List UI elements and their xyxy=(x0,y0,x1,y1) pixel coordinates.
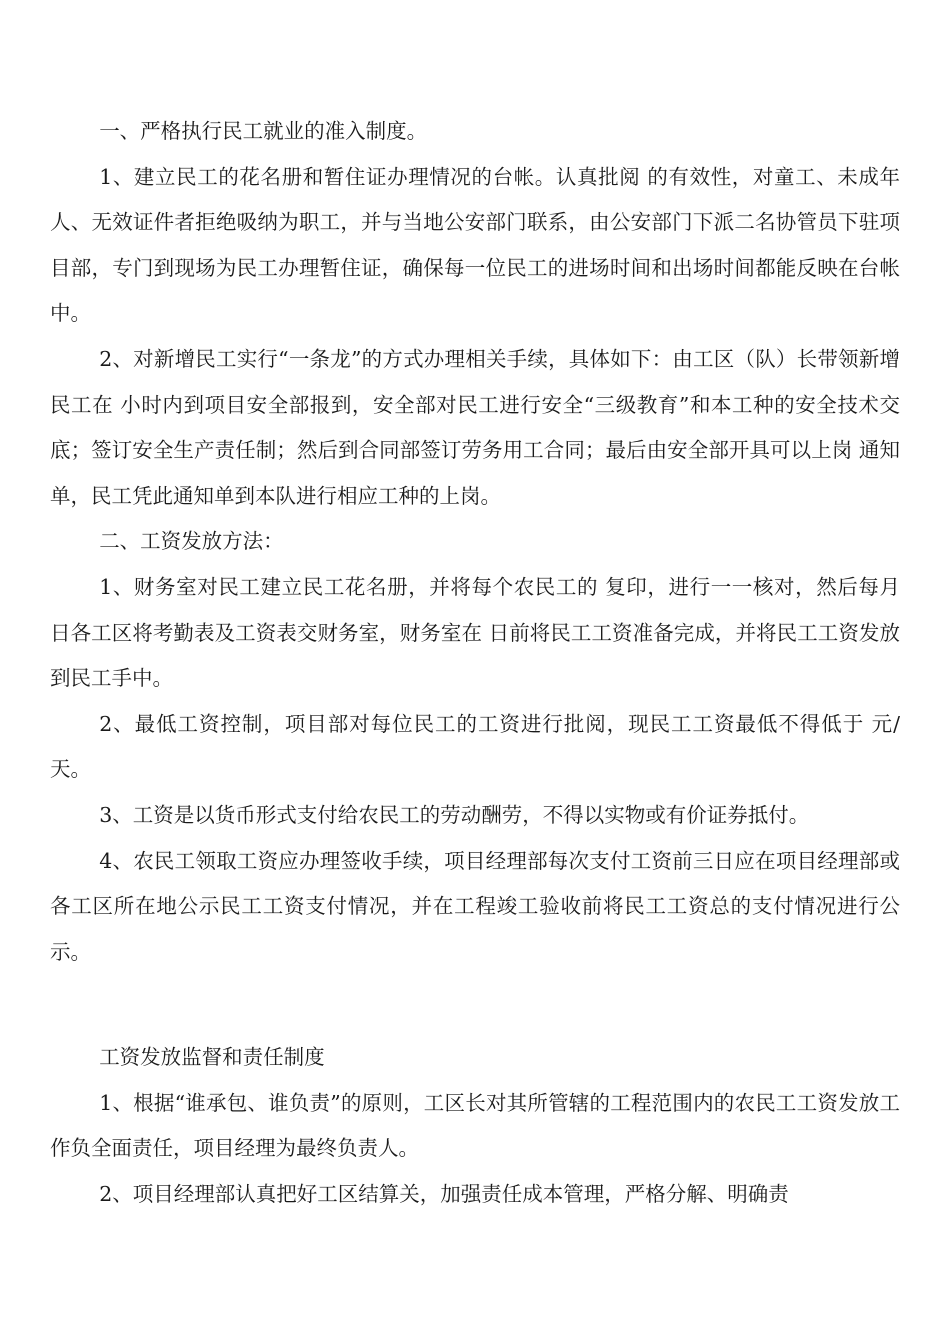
paragraph-finance-roster: 1、财务室对民工建立民工花名册，并将每个农民工的 复印，进行一一核对，然后每月 日各工区将考勤表及工资表交财务室，财务室在 日前将民工工资准备完成，并将民工工资发放到民工手中。 xyxy=(50,574,900,691)
paragraph-responsibility: 1、根据“谁承包、谁负责”的原则，工区长对其所管辖的工程范围内的农民工工资发放工作负全面责任，项目经理为最终负责人。 xyxy=(50,1090,900,1161)
document-page xyxy=(50,109,900,1218)
heading-wage-payment: 二、工资发放方法： xyxy=(99,529,284,554)
paragraph-new-workers: 2、对新增民工实行“一条龙”的方式办理相关手续，具体如下：由工区（队）长带领新增民工在 小时内到项目安全部报到，安全部对民工进行安全“三级教育”和本工种的安全技术交底；签订安全生产责任制；然后到合同部签订劳务用工合同；最后由安全部开具可以上岗 通知单，民工凭此通知单到本队进行相应工种的上岗。 xyxy=(50,346,900,508)
section-spacer xyxy=(50,975,900,1035)
heading-supervision: 工资发放监督和责任制度 xyxy=(99,1045,325,1070)
heading-admission-system: 一、严格执行民工就业的准入制度。 xyxy=(99,119,428,143)
paragraph-settlement: 2、项目经理部认真把好工区结算关，加强责任成本管理，严格分解、明确责 xyxy=(99,1182,789,1207)
paragraph-currency-payment: 3、工资是以货币形式支付给农民工的劳动酬劳，不得以实物或有价证券抵付。 xyxy=(99,802,810,827)
paragraph-sign-receipt: 4、农民工领取工资应办理签收手续，项目经理部每次支付工资前三日应在项目经理部或各工区所在地公示民工工资支付情况，并在工程竣工验收前将民工工资总的支付情况进行公示。 xyxy=(50,848,900,964)
paragraph-roster: 1、建立民工的花名册和暂住证办理情况的台帐。认真批阅 的有效性，对童工、未成年人、无效证件者拒绝吸纳为职工，并与当地公安部门联系，由公安部门下派二名协管员下驻项目部，专门到现场为民工办理暂住证，确保每一位民工的进场时间和出场时间都能反映在台帐中。 xyxy=(50,164,900,326)
paragraph-minimum-wage: 2、最低工资控制，项目部对每位民工的工资进行批阅，现民工工资最低不得低于 元/天。 xyxy=(50,711,900,782)
